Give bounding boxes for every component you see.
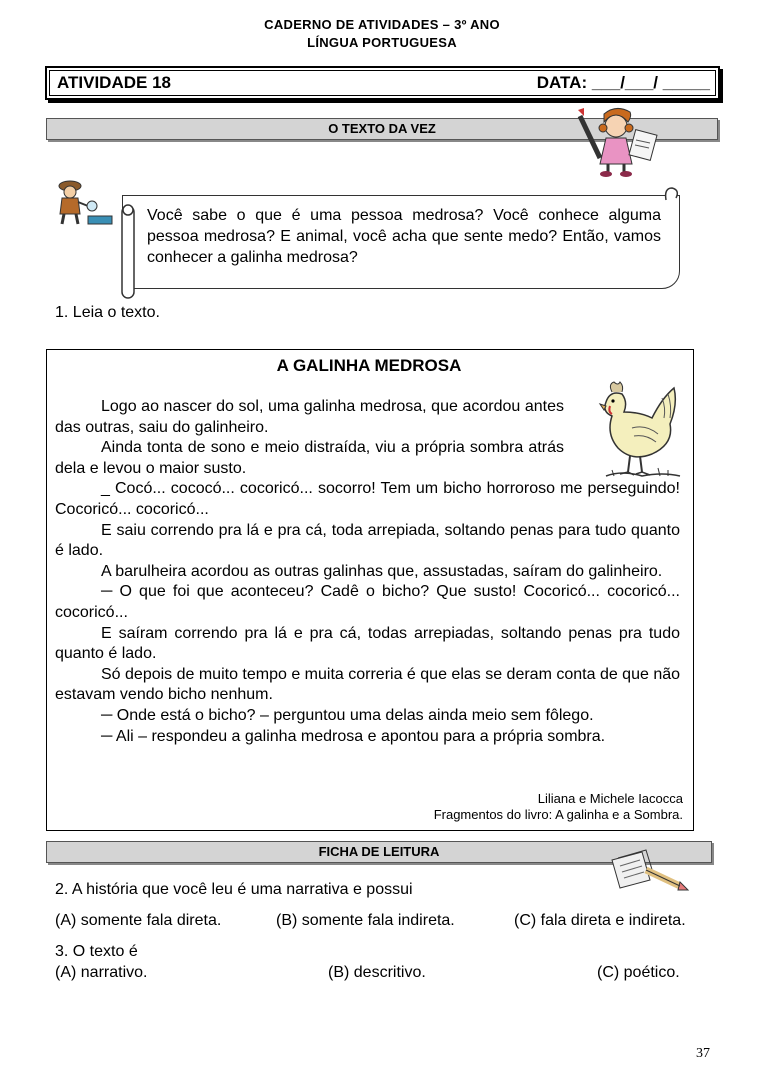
story-paragraph: E saiu correndo pra lá e pra cá, toda arrepiada, soltando penas para tudo quanto é lado. — [55, 521, 680, 560]
book-pencil-illustration — [606, 846, 692, 896]
header-title: CADERNO DE ATIVIDADES – 3º ANO — [264, 17, 500, 32]
story-paragraph: Ainda tonta de sono e meio distraída, viu a própria sombra atrás dela e levou o maior susto. — [55, 439, 564, 477]
scroll-curl-right — [662, 186, 682, 202]
instruction-read-text: 1. Leia o texto. — [55, 304, 160, 321]
story-title: A GALINHA MEDROSA — [276, 356, 462, 375]
activity-title: ATIVIDADE 18 — [57, 73, 171, 92]
story-paragraph: A barulheira acordou as outras galinhas que, assustadas, saíram do galinheiro. — [101, 562, 663, 580]
detective-magnifier-illustration — [54, 178, 116, 226]
scroll-roll-left — [118, 198, 138, 302]
question-3-text: 3. O texto é — [55, 943, 138, 960]
question-2-text: 2. A história que você leu é uma narrativa e possui — [55, 881, 413, 898]
story-paragraph: E saíram correndo pra lá e pra cá, todas arrepiadas, soltando penas pra tudo quanto é lado. — [55, 624, 680, 663]
story-source: Fragmentos do livro: A galinha e a Sombra. — [433, 807, 683, 822]
q3-option-b: (B) descritivo. — [328, 964, 426, 981]
story-body — [55, 397, 680, 747]
story-paragraph: ─ Onde está o bicho? – perguntou uma delas ainda meio sem fôlego. — [101, 706, 594, 724]
girl-with-pencil-illustration — [574, 106, 666, 178]
q3-option-c: (C) poético. — [597, 964, 680, 981]
q2-option-a: (A) somente fala direta. — [55, 912, 222, 929]
q3-option-a: (A) narrativo. — [55, 964, 148, 981]
story-paragraph: ─ Ali – respondeu a galinha medrosa e apontou para a própria sombra. — [101, 727, 606, 745]
intro-text: Você sabe o que é uma pessoa medrosa? Você conhece alguma pessoa medrosa? E animal, você acha que sente medo? Então, vamos conhecer a galinha medrosa? — [147, 207, 661, 266]
header-subtitle: LÍNGUA PORTUGUESA — [307, 35, 457, 50]
story-paragraph: Só depois de muito tempo e muita correria é que elas se deram conta de que não estavam vendo bicho nenhum. — [55, 665, 681, 704]
story-paragraph: Logo ao nascer do sol, uma galinha medrosa, que acordou antes das outras, saiu do galinheiro. — [55, 398, 564, 436]
story-author: Liliana e Michele Iacocca — [537, 791, 683, 806]
story-paragraph: ─ O que foi que aconteceu? Cadê o bicho? Que susto! Cocoricó... cocoricó... cocoricó... — [55, 583, 680, 621]
story-paragraph: _ Cocó... cococó... cocoricó... socorro! Tem um bicho horroroso me perseguindo! Cocoricó... cocoricó... — [55, 480, 680, 518]
activity-box — [45, 66, 720, 100]
activity-date: DATA: ___/___/ _____ — [536, 73, 710, 92]
q2-option-c: (C) fala direta e indireta. — [514, 912, 686, 929]
q2-option-b: (B) somente fala indireta. — [276, 912, 455, 929]
section-title: O TEXTO DA VEZ — [328, 121, 436, 136]
page-number: 37 — [696, 1046, 710, 1061]
section-title: FICHA DE LEITURA — [318, 844, 440, 859]
